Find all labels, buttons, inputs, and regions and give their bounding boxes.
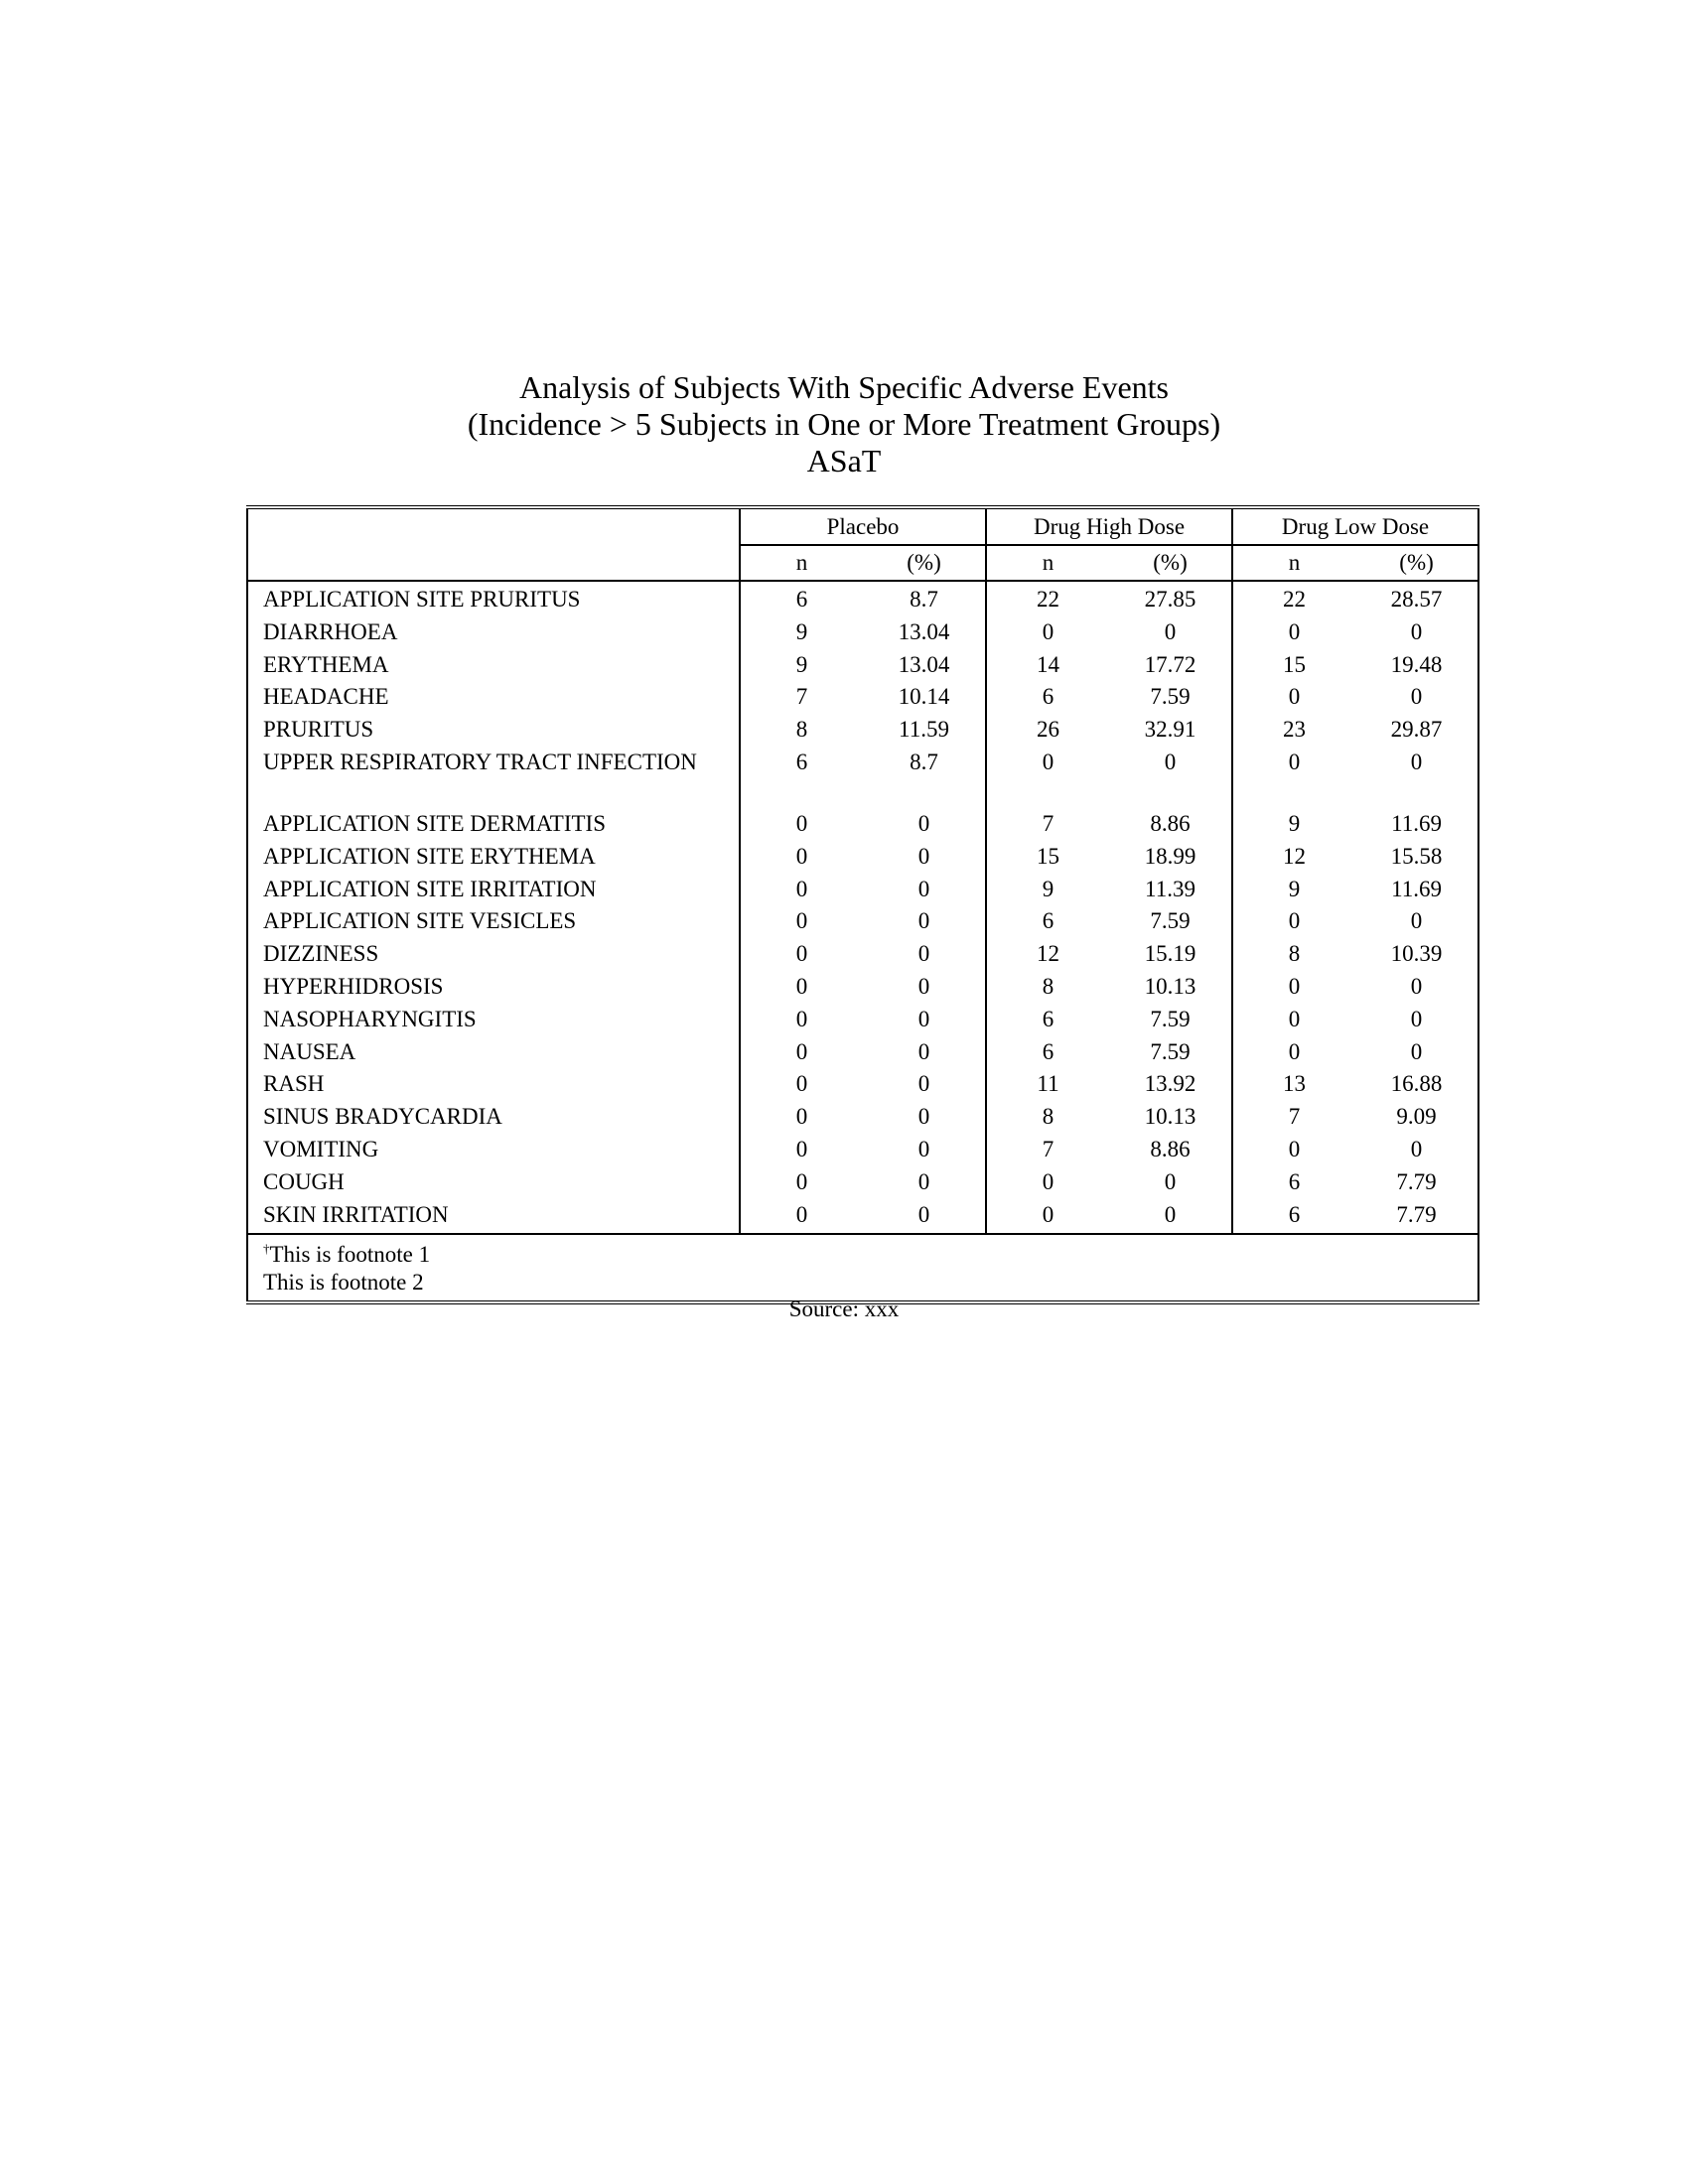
percent-cell: 0 [917,1168,930,1194]
count-cell: 0 [1232,1006,1355,1038]
group-header-placebo: Placebo [740,507,986,545]
table-row [247,940,1478,973]
count-cell: 0 [740,876,863,908]
percent-cell: 0 [1410,908,1423,934]
count-cell: 0 [986,618,1109,651]
percent-cell: 0 [1164,618,1177,644]
percent-cell: 8.86 [1150,1136,1191,1161]
subheader-pct: (%) [1355,545,1478,581]
table-row [247,876,1478,908]
subheader-pct: (%) [1109,545,1232,581]
count-cell: 23 [1232,716,1355,749]
percent-cell: 0 [917,1104,930,1130]
percent-cell: 15.19 [1144,941,1196,967]
table-row [247,749,1478,810]
percent-cell: 10.13 [1144,1104,1196,1130]
adverse-event-term: HEADACHE [263,684,389,710]
count-cell: 0 [740,843,863,876]
count-cell: 15 [1232,651,1355,684]
percent-cell: 32.91 [1144,717,1196,743]
percent-cell: 8.7 [910,587,938,612]
percent-cell: 8.7 [910,749,938,774]
percent-cell: 13.04 [898,618,950,644]
adverse-event-term: APPLICATION SITE VESICLES [263,908,577,934]
adverse-event-term: VOMITING [263,1136,379,1161]
count-cell: 0 [1232,618,1355,651]
count-cell: 0 [1232,973,1355,1006]
percent-cell: 8.86 [1150,810,1191,836]
table-row [247,716,1478,749]
group-header-row [247,507,1478,545]
percent-cell: 11.69 [1391,810,1442,836]
count-cell: 0 [1232,683,1355,716]
count-cell: 6 [986,1038,1109,1071]
group-header-drug-low-dose: Drug Low Dose [1232,507,1478,545]
count-cell: 6 [1232,1168,1355,1201]
term-header-cell [247,507,740,581]
percent-cell: 28.57 [1390,587,1443,612]
count-cell: 0 [740,1070,863,1103]
percent-cell: 0 [917,810,930,836]
group-header-drug-high-dose: Drug High Dose [986,507,1232,545]
count-cell: 6 [740,581,863,618]
table-row [247,810,1478,843]
adverse-event-term: DIZZINESS [263,941,379,967]
count-cell: 6 [986,1006,1109,1038]
percent-cell: 19.48 [1390,651,1443,677]
percent-cell: 7.59 [1150,1038,1191,1064]
table-row [247,1136,1478,1168]
count-cell: 9 [1232,876,1355,908]
count-cell: 7 [740,683,863,716]
percent-cell: 0 [917,941,930,967]
table-row [247,1103,1478,1136]
count-cell: 0 [740,1136,863,1168]
adverse-event-term: APPLICATION SITE DERMATITIS [263,810,606,836]
percent-cell: 15.58 [1390,843,1443,869]
percent-cell: 7.59 [1150,684,1191,710]
count-cell: 22 [986,581,1109,618]
percent-cell: 0 [1410,1038,1423,1064]
percent-cell: 0 [917,876,930,901]
percent-cell: 0 [917,1038,930,1064]
percent-cell: 0 [1164,1201,1177,1227]
subheader-n: n [986,545,1109,581]
percent-cell: 0 [1410,684,1423,710]
percent-cell: 17.72 [1144,651,1196,677]
percent-cell: 0 [1410,1006,1423,1031]
table-title [0,369,1688,479]
count-cell: 0 [740,1006,863,1038]
count-cell: 6 [986,683,1109,716]
adverse-event-term: UPPER RESPIRATORY TRACT INFECTION [263,749,697,774]
table-row [247,907,1478,940]
count-cell: 9 [740,651,863,684]
count-cell: 0 [740,940,863,973]
count-cell: 0 [986,749,1109,810]
table-row [247,683,1478,716]
percent-cell: 0 [1410,1136,1423,1161]
percent-cell: 0 [1410,973,1423,999]
count-cell: 7 [986,1136,1109,1168]
count-cell: 0 [740,973,863,1006]
table-row [247,1201,1478,1235]
adverse-event-term: HYPERHIDROSIS [263,973,444,999]
footnote-row [247,1234,1478,1302]
subheader-n: n [1232,545,1355,581]
percent-cell: 7.79 [1396,1168,1437,1194]
percent-cell: 7.79 [1396,1201,1437,1227]
count-cell: 13 [1232,1070,1355,1103]
table-row [247,1006,1478,1038]
table-row [247,651,1478,684]
count-cell: 9 [986,876,1109,908]
adverse-event-term: NASOPHARYNGITIS [263,1006,477,1031]
percent-cell: 0 [917,973,930,999]
count-cell: 0 [986,1201,1109,1235]
percent-cell: 29.87 [1390,717,1443,743]
percent-cell: 0 [917,1071,930,1097]
count-cell: 9 [1232,810,1355,843]
percent-cell: 0 [1410,618,1423,644]
adverse-event-term: SKIN IRRITATION [263,1201,449,1227]
count-cell: 26 [986,716,1109,749]
percent-cell: 7.59 [1150,1006,1191,1031]
count-cell: 0 [1232,1038,1355,1071]
percent-cell: 10.14 [898,684,950,710]
count-cell: 15 [986,843,1109,876]
count-cell: 8 [1232,940,1355,973]
percent-cell: 0 [917,843,930,869]
percent-cell: 16.88 [1390,1071,1443,1097]
percent-cell: 0 [917,1136,930,1161]
count-cell: 0 [740,1201,863,1235]
percent-cell: 10.39 [1390,941,1443,967]
count-cell: 9 [740,618,863,651]
count-cell: 6 [986,907,1109,940]
count-cell: 8 [986,973,1109,1006]
count-cell: 0 [740,810,863,843]
table-body [247,581,1478,1234]
subheader-n: n [740,545,863,581]
subheader-pct: (%) [863,545,986,581]
count-cell: 0 [1232,1136,1355,1168]
adverse-event-term: PRURITUS [263,717,374,743]
table-row [247,618,1478,651]
percent-cell: 0 [917,1201,930,1227]
count-cell: 0 [1232,907,1355,940]
adverse-event-term: APPLICATION SITE ERYTHEMA [263,843,596,869]
adverse-event-term: APPLICATION SITE PRURITUS [263,587,581,612]
percent-cell: 7.59 [1150,908,1191,934]
percent-cell: 0 [1164,1168,1177,1194]
title-line-3: ASaT [806,443,882,478]
adverse-events-table-container [246,505,1477,1304]
percent-cell: 9.09 [1396,1104,1437,1130]
table-row [247,1038,1478,1071]
footnote-1 [263,1241,1477,1269]
adverse-event-term: APPLICATION SITE IRRITATION [263,876,597,901]
adverse-event-term: SINUS BRADYCARDIA [263,1104,502,1130]
percent-cell: 13.92 [1144,1071,1196,1097]
footnote-1-text: This is footnote 1 [269,1242,431,1268]
percent-cell: 10.13 [1144,973,1196,999]
title-line-2: (Incidence > 5 Subjects in One or More Treatment Groups) [467,406,1221,442]
count-cell: 8 [740,716,863,749]
table-row [247,843,1478,876]
percent-cell: 0 [917,908,930,934]
percent-cell: 27.85 [1144,587,1196,612]
adverse-event-term: DIARRHOEA [263,618,398,644]
count-cell: 0 [986,1168,1109,1201]
adverse-event-term: COUGH [263,1168,345,1194]
percent-cell: 0 [1164,749,1177,774]
adverse-event-term: RASH [263,1071,325,1097]
count-cell: 0 [740,1168,863,1201]
adverse-event-term: ERYTHEMA [263,651,389,677]
title-line-1: Analysis of Subjects With Specific Adverse Events [518,369,1169,405]
count-cell: 0 [740,1103,863,1136]
count-cell: 12 [1232,843,1355,876]
count-cell: 7 [1232,1103,1355,1136]
footnote-cell [247,1234,1478,1302]
percent-cell: 13.04 [898,651,950,677]
source-note: Source: xxx [788,1297,900,1321]
percent-cell: 0 [1410,749,1423,774]
adverse-events-table [246,505,1479,1304]
count-cell: 22 [1232,581,1355,618]
count-cell: 0 [740,1038,863,1071]
percent-cell: 0 [917,1006,930,1031]
count-cell: 6 [1232,1201,1355,1235]
count-cell: 6 [740,749,863,810]
footnote-marker: † [263,1241,270,1257]
percent-cell: 11.69 [1391,876,1442,901]
percent-cell: 11.39 [1145,876,1196,901]
count-cell: 8 [986,1103,1109,1136]
count-cell: 14 [986,651,1109,684]
count-cell: 7 [986,810,1109,843]
count-cell: 0 [740,907,863,940]
table-row [247,973,1478,1006]
table-row [247,1070,1478,1103]
footnote-2: This is footnote 2 [263,1270,424,1296]
table-row [247,1168,1478,1201]
percent-cell: 18.99 [1144,843,1196,869]
percent-cell: 11.59 [899,717,949,743]
count-cell: 0 [1232,749,1355,810]
count-cell: 12 [986,940,1109,973]
count-cell: 11 [986,1070,1109,1103]
adverse-event-term: NAUSEA [263,1038,356,1064]
table-row [247,581,1478,618]
